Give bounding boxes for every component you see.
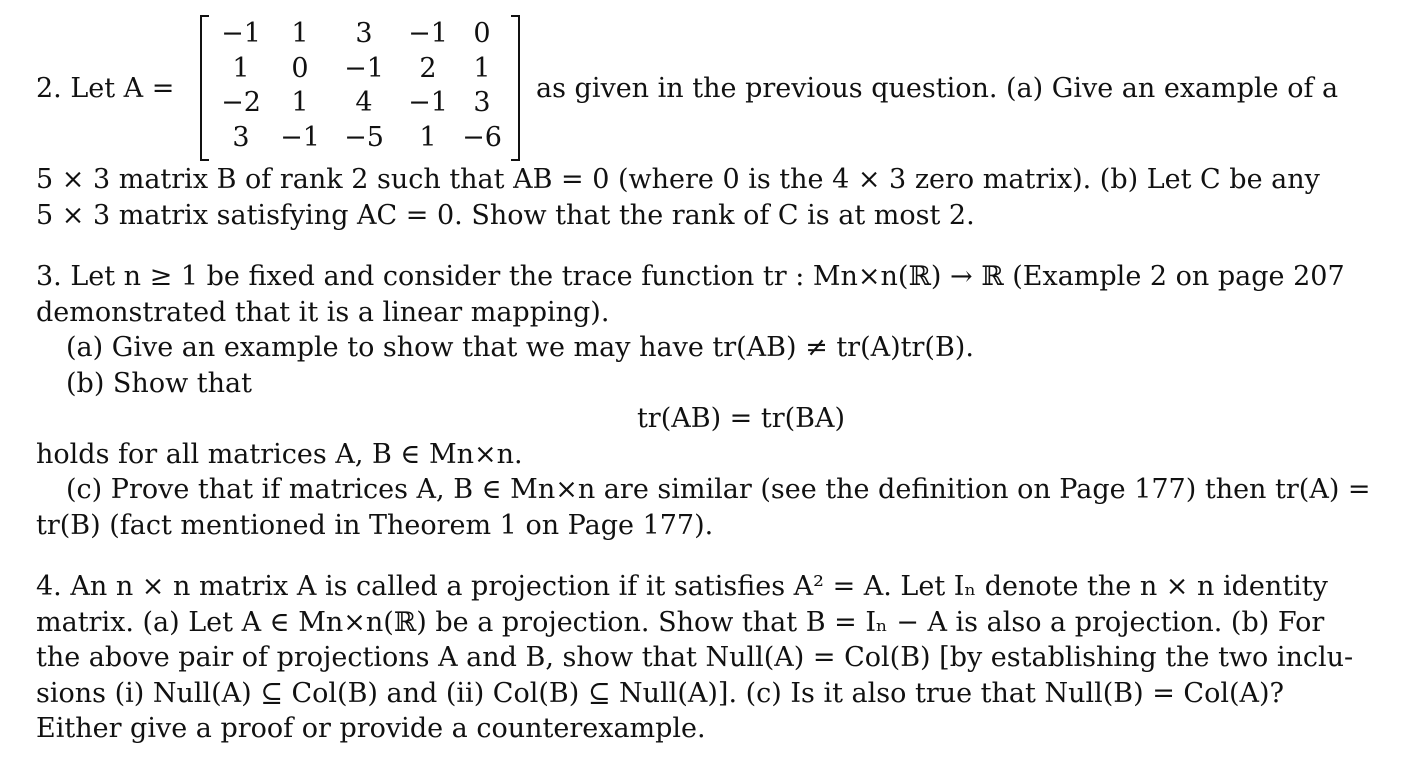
matrix-cell: −6 — [462, 121, 502, 153]
matrix-cell: −1 — [344, 52, 384, 84]
problem-3-line-1: 3. Let n ≥ 1 be fixed and consider the trace function tr : Mn×n(ℝ) → ℝ (Example 2 on page 207 — [36, 261, 1345, 292]
document-body — [36, 0, 1371, 747]
matrix-left-bracket — [200, 15, 209, 161]
matrix-cell: 1 — [419, 121, 437, 153]
problem-2-line-2: 5 × 3 matrix B of rank 2 such that AB = 0 (where 0 is the 4 × 3 zero matrix). (b) Let C be any — [36, 164, 1320, 195]
problem-2-line-3: 5 × 3 matrix satisfying AC = 0. Show that the rank of C is at most 2. — [36, 199, 975, 231]
matrix-cell: 1 — [473, 52, 491, 84]
matrix-cell: −2 — [221, 87, 261, 118]
problem-3-part-b: (b) Show that — [66, 367, 252, 399]
matrix-cell: 0 — [473, 18, 491, 49]
problem-3-part-a: (a) Give an example to show that we may have tr(AB) ≠ tr(A)tr(B). — [66, 332, 974, 363]
matrix-cell: 3 — [473, 87, 491, 118]
problem-4-line-5: Either give a proof or provide a counterexample. — [36, 713, 706, 744]
problem-4-line-2: matrix. (a) Let A ∈ Mn×n(ℝ) be a projection. Show that B = Iₙ − A is also a projection. (b) For — [36, 606, 1325, 638]
problem-2-lead: 2. Let A = — [36, 73, 175, 104]
matrix-cell: 3 — [232, 121, 250, 153]
paragraph-gap — [36, 233, 1326, 259]
matrix-cell: −1 — [408, 18, 448, 49]
matrix-cell: 1 — [232, 52, 250, 84]
problem-3-part-c-1: (c) Prove that if matrices A, B ∈ Mn×n are similar (see the definition on Page 177) then tr(A) = — [66, 474, 1371, 505]
problem-4-line-1: 4. An n × n matrix A is called a projection if it satisfies A² = A. Let Iₙ denote the n × n identity — [36, 571, 1328, 602]
matrix-entries — [214, 17, 506, 155]
matrix-cell: −1 — [221, 18, 261, 49]
problem-3-holds: holds for all matrices A, B ∈ Mn×n. — [36, 438, 523, 470]
matrix-a — [200, 15, 520, 161]
problem-2-header — [36, 0, 1339, 162]
matrix-cell: 3 — [355, 18, 373, 49]
matrix-cell: 4 — [355, 87, 373, 118]
problem-3-line-2: demonstrated that it is a linear mapping). — [36, 296, 610, 328]
problem-2-trail: as given in the previous question. (a) Give an example of a — [536, 73, 1339, 104]
matrix-cell: −5 — [344, 121, 384, 153]
matrix-cell: 1 — [291, 18, 309, 49]
problem-3-part-c-2: tr(B) (fact mentioned in Theorem 1 on Page 177). — [36, 509, 714, 541]
matrix-cell: −1 — [280, 121, 320, 153]
matrix-cell: −1 — [408, 87, 448, 118]
problem-4-line-3: the above pair of projections A and B, show that Null(A) = Col(B) [by establishing the two inclu- — [36, 642, 1354, 673]
matrix-right-bracket — [511, 15, 520, 161]
problem-4-line-4: sions (i) Null(A) ⊆ Col(B) and (ii) Col(B) ⊆ Null(A)]. (c) Is it also true that Null(B) = Col(A)? — [36, 677, 1285, 709]
paragraph-gap — [36, 543, 1326, 569]
matrix-cell: 1 — [291, 87, 309, 118]
matrix-cell: 2 — [419, 52, 437, 84]
trace-equation-display: tr(AB) = tr(BA) — [636, 403, 846, 434]
matrix-cell: 0 — [291, 52, 309, 84]
